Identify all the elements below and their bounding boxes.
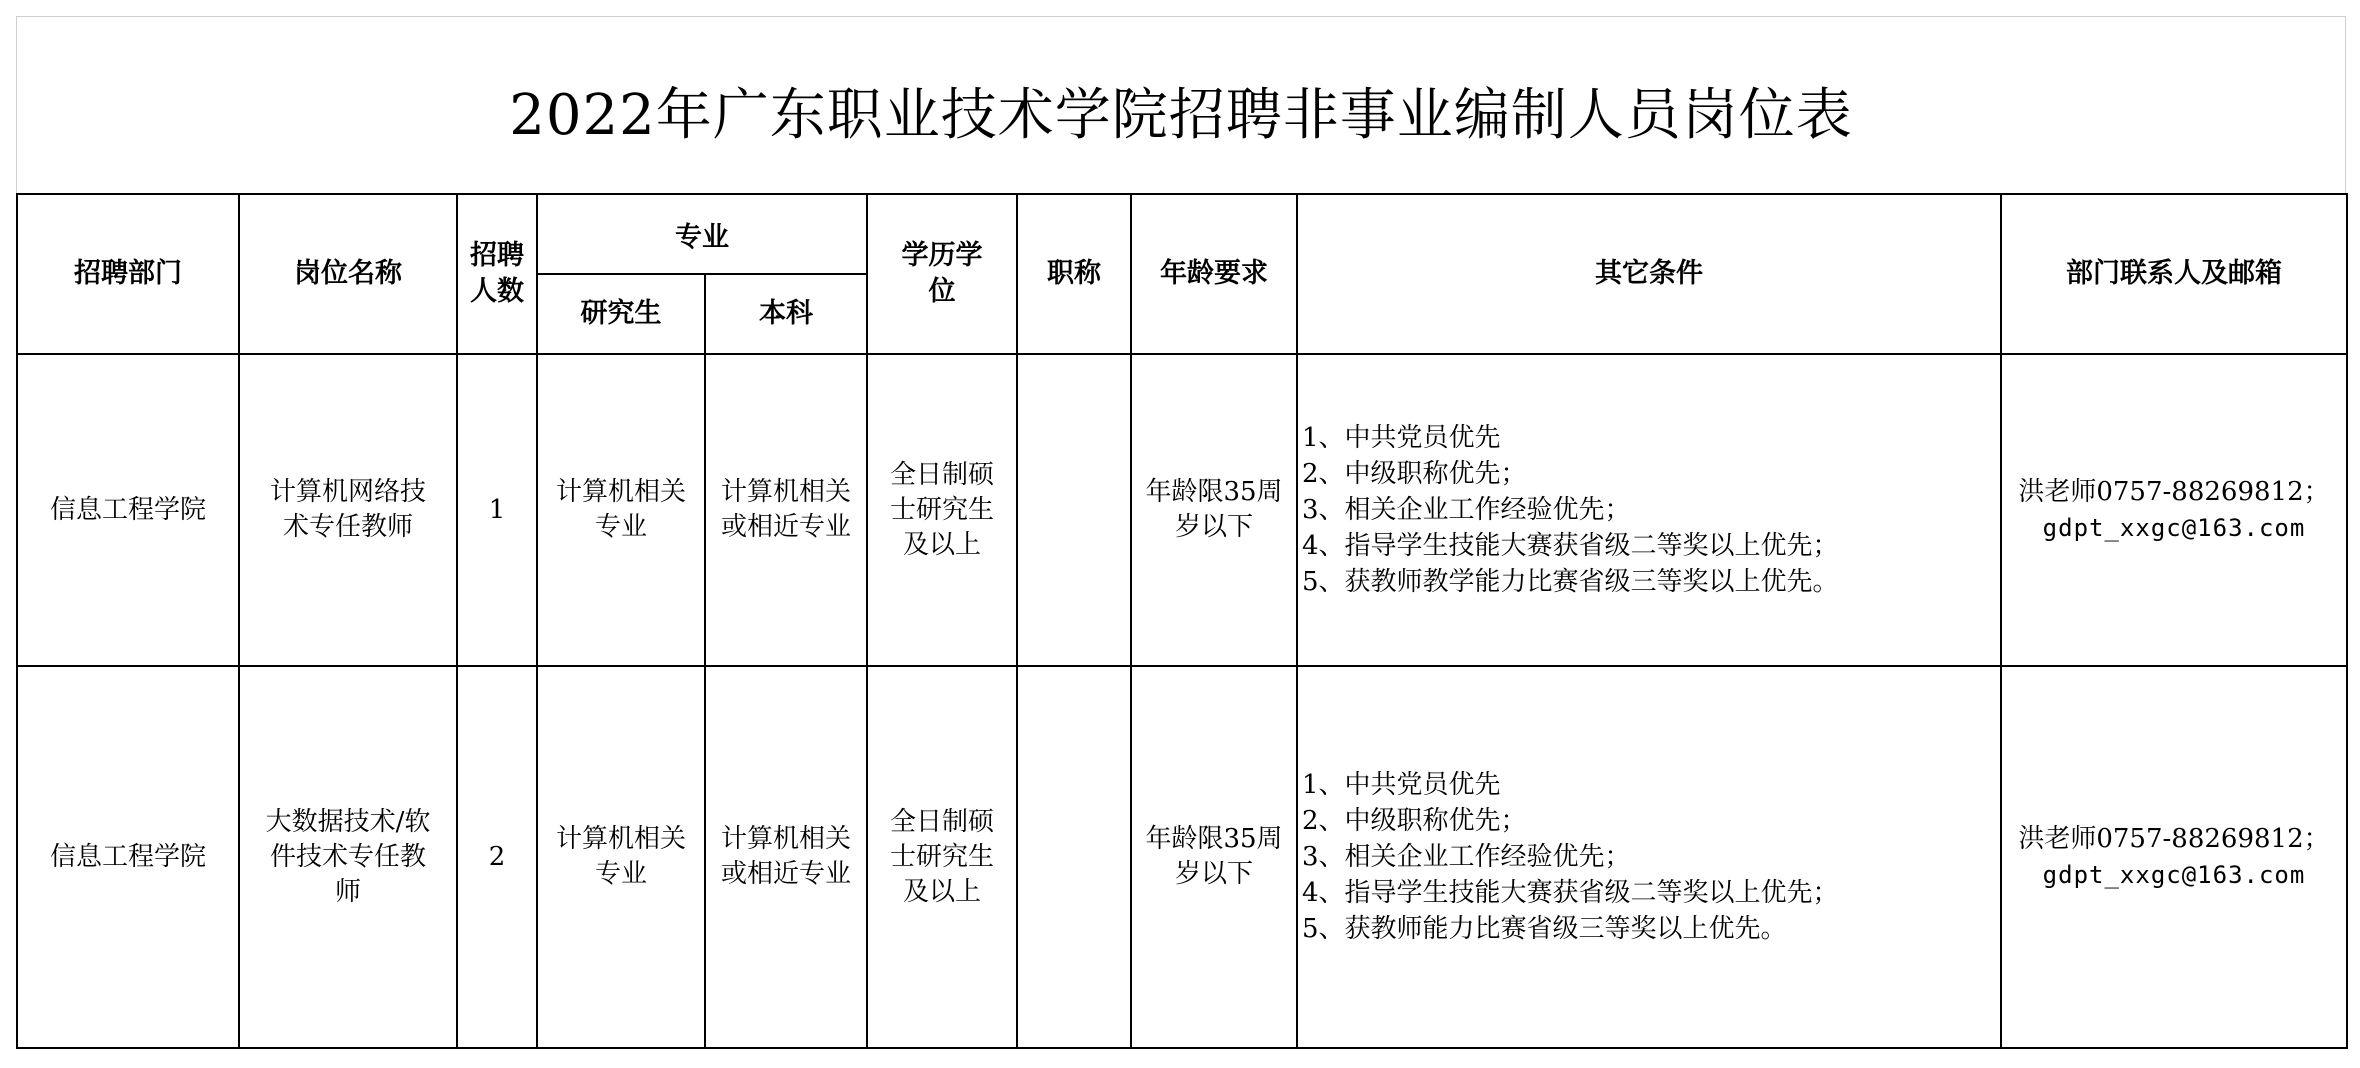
contact-email: gdpt_xxgc@163.com — [2042, 861, 2306, 889]
condition-item: 2、中级职称优先； — [1302, 459, 1527, 489]
header-other: 其它条件 — [1297, 194, 2001, 354]
header-education: 学历学位 — [867, 194, 1017, 354]
row-position: 大数据技术/软件技术专任教师 — [239, 666, 457, 1048]
contact-person: 洪老师0757-88269812； — [2018, 824, 2330, 854]
recruitment-sheet — [16, 16, 2346, 1056]
condition-item: 2、中级职称优先； — [1302, 806, 1527, 836]
condition-item: 4、指导学生技能大赛获省级二等奖以上优先； — [1302, 531, 1839, 561]
row-education: 全日制硕士研究生及以上 — [867, 354, 1017, 666]
row-position: 计算机网络技术专任教师 — [239, 354, 457, 666]
contact-person: 洪老师0757-88269812； — [2018, 477, 2330, 507]
page-title: 2022年广东职业技术学院招聘非事业编制人员岗位表 — [509, 82, 1853, 148]
row-major-grad: 计算机相关专业 — [537, 354, 705, 666]
header-dept: 招聘部门 — [17, 194, 239, 354]
row-major-grad: 计算机相关专业 — [537, 666, 705, 1048]
condition-item: 1、中共党员优先 — [1302, 423, 1501, 453]
row-contact — [2001, 354, 2347, 666]
row-dept: 信息工程学院 — [17, 666, 239, 1048]
header-title-rank: 职称 — [1017, 194, 1131, 354]
condition-item: 3、相关企业工作经验优先； — [1302, 495, 1631, 525]
row-title-rank — [1017, 354, 1131, 666]
table-row — [17, 354, 2347, 666]
row-major-undergrad: 计算机相关或相近专业 — [705, 354, 867, 666]
header-contact: 部门联系人及邮箱 — [2001, 194, 2347, 354]
header-age: 年龄要求 — [1131, 194, 1297, 354]
row-count: 2 — [457, 666, 537, 1048]
header-major-undergrad: 本科 — [705, 274, 867, 354]
table-row — [17, 666, 2347, 1048]
row-education: 全日制硕士研究生及以上 — [867, 666, 1017, 1048]
positions-table — [16, 193, 2348, 1049]
condition-item: 1、中共党员优先 — [1302, 770, 1501, 800]
row-conditions — [1297, 666, 2001, 1048]
title-area — [16, 16, 2346, 194]
condition-item: 5、获教师教学能力比赛省级三等奖以上优先。 — [1302, 567, 1839, 597]
header-row — [17, 194, 2347, 274]
row-count: 1 — [457, 354, 537, 666]
header-position: 岗位名称 — [239, 194, 457, 354]
row-age: 年龄限35周岁以下 — [1131, 666, 1297, 1048]
row-contact — [2001, 666, 2347, 1048]
condition-item: 4、指导学生技能大赛获省级二等奖以上优先； — [1302, 878, 1839, 908]
contact-email: gdpt_xxgc@163.com — [2042, 514, 2306, 542]
header-major: 专业 — [537, 194, 867, 274]
header-count: 招聘人数 — [457, 194, 537, 354]
row-dept: 信息工程学院 — [17, 354, 239, 666]
row-age: 年龄限35周岁以下 — [1131, 354, 1297, 666]
header-major-grad: 研究生 — [537, 274, 705, 354]
row-conditions — [1297, 354, 2001, 666]
condition-item: 3、相关企业工作经验优先； — [1302, 842, 1631, 872]
row-major-undergrad: 计算机相关或相近专业 — [705, 666, 867, 1048]
row-title-rank — [1017, 666, 1131, 1048]
condition-item: 5、获教师能力比赛省级三等奖以上优先。 — [1302, 914, 1787, 944]
